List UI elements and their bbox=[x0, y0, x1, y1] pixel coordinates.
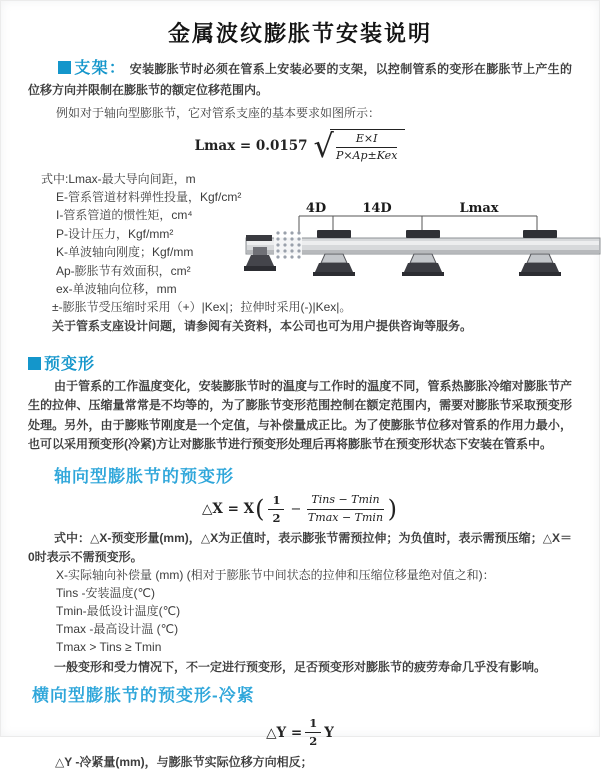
lateral-note-line: △Y -冷紧量(mm)，与膨胀节实际位移方向相反； bbox=[55, 755, 313, 770]
temp-line-tmax: Tmax -最高设计温 (℃) bbox=[56, 622, 179, 637]
section-header-support bbox=[58, 60, 126, 77]
fraction-denominator: 2 bbox=[272, 510, 281, 525]
definition-line: 式中:Lmax-最大导向间距，m bbox=[41, 171, 196, 186]
sqrt-radical-icon: √ bbox=[313, 126, 334, 165]
fraction-denominator: 2 bbox=[309, 734, 318, 749]
dimension-label-lmax: Lmax bbox=[459, 200, 499, 216]
compensation-line: X-实际轴向补偿量 (mm) (相对于膨胀节中间状态的拉伸和压缩位移量绝对值之和)： bbox=[56, 568, 495, 583]
definition-line: I-管系管道的惯性矩，cm⁴ bbox=[56, 208, 193, 223]
temp-inequality-line: Tmax > Tins ≥ Tmin bbox=[56, 640, 162, 655]
page-title: 金属波纹膨胀节安装说明 bbox=[167, 21, 432, 46]
minus-sign: − bbox=[290, 501, 302, 517]
section-header-predeform bbox=[28, 351, 572, 374]
definition-line: P-设计压力，Kgf/mm² bbox=[56, 226, 174, 241]
subheader-axial: 轴向型膨胀节的预变形 bbox=[54, 466, 234, 486]
sqrt-body bbox=[330, 129, 405, 164]
definition-line: Ap-膨胀节有效面积，cm² bbox=[56, 263, 191, 278]
fraction-denominator: P×Ap±Kex bbox=[335, 149, 398, 163]
fraction-half bbox=[268, 493, 284, 526]
section-header-predeform-label: 预变形 bbox=[44, 355, 96, 373]
close-paren: ) bbox=[387, 495, 397, 524]
definition-line: 关于管系支座设计问题，请参阅有关资料，本公司也可为用户提供咨询等服务。 bbox=[52, 318, 473, 333]
formula-lhs: Lmax = 0.0157 bbox=[194, 138, 308, 155]
axial-note-line: 一般变形和受力情况下，不一定进行预变形，足否预变形对膨胀节的疲劳寿命几乎没有影响。 bbox=[54, 660, 547, 675]
fraction-numerator: E×I bbox=[336, 132, 397, 148]
definition-line: E-管系管道材料弹性投量，Kgf/cm² bbox=[56, 190, 242, 204]
fraction-numerator: Tins − Tmin bbox=[307, 493, 383, 509]
dimension-label-4d: 4D bbox=[305, 200, 327, 216]
definition-line: ±-膨胀节受压缩时采用（+）|Kex|；拉伸时采用(-)|Kex|。 bbox=[52, 300, 352, 315]
formula-lhs: △Y = bbox=[266, 724, 303, 741]
temp-line-tmin: Tmin-最低设计温度(℃) bbox=[56, 604, 181, 619]
section-header-support-label: 支架： bbox=[74, 60, 127, 77]
pipe-support-diagram bbox=[244, 200, 604, 296]
lateral-coldtight-formula bbox=[28, 716, 572, 749]
axial-explain-paragraph: 式中：△X-预变形量(mm)，△X为正值时，表示膨张节需预拉伸；为负值时，表示需预压缩；△X＝0时表示不需预变形。 bbox=[28, 531, 572, 564]
dimension-label-14d: 14D bbox=[362, 200, 392, 216]
formula-lhs: △X = X bbox=[202, 501, 255, 518]
definition-line: ex-单波轴向位移，mm bbox=[56, 282, 177, 297]
fraction-half bbox=[305, 716, 321, 749]
fraction-denominator: Tmax − Tmin bbox=[307, 510, 384, 524]
bellows-drawing bbox=[274, 231, 302, 258]
temp-line-tins: Tins -安装温度(℃) bbox=[56, 586, 156, 601]
axial-predeform-formula bbox=[28, 493, 572, 526]
definition-line: K-单波轴向刚度；Kgf/mm bbox=[56, 245, 194, 260]
support-example-line: 例如对于轴向型膨胀节，它对管系支座的基本要求如图所示： bbox=[56, 106, 381, 120]
support-intro-text: 安装膨胀节时必须在管系上安装必要的支架，以控制管系的变形在膨胀节上产生的位移方向并限制在膨胀节的额定位移范围内。 bbox=[28, 62, 572, 97]
guide-spacing-formula bbox=[28, 126, 572, 165]
fraction-temperature bbox=[307, 493, 383, 525]
symbol-definitions-block bbox=[28, 170, 572, 342]
blue-square-marker-icon bbox=[28, 357, 41, 370]
open-paren: ( bbox=[255, 495, 265, 524]
fraction-numerator: 1 bbox=[268, 493, 284, 510]
formula-rhs: Y bbox=[324, 724, 334, 741]
subheader-lateral: 横向型膨胀节的预变形-冷紧 bbox=[32, 686, 255, 706]
predeform-paragraph: 由于管系的工作温度变化，安装膨胀节时的温度与工作时的温度不同，管系热膨胀冷缩对膨胀节产生的拉伸、压缩量常常是不均等的，为了膨胀节变形范围控制在额定范围内，需要对膨胀节采取预变形处理。另外，由于膨账节刚度是一个定值，与补偿量成正比。为了使膨胀节位移对管系的作用力最小，也可以采用预变形(冷紧)方让对膨胀节进行预变形处理后再将膨胀节在预变形状态下安装在管系中。 bbox=[28, 378, 572, 452]
support-intro-paragraph bbox=[28, 58, 572, 101]
fraction-numerator: 1 bbox=[305, 716, 321, 733]
blue-square-marker-icon bbox=[58, 61, 71, 74]
fraction bbox=[336, 132, 397, 164]
